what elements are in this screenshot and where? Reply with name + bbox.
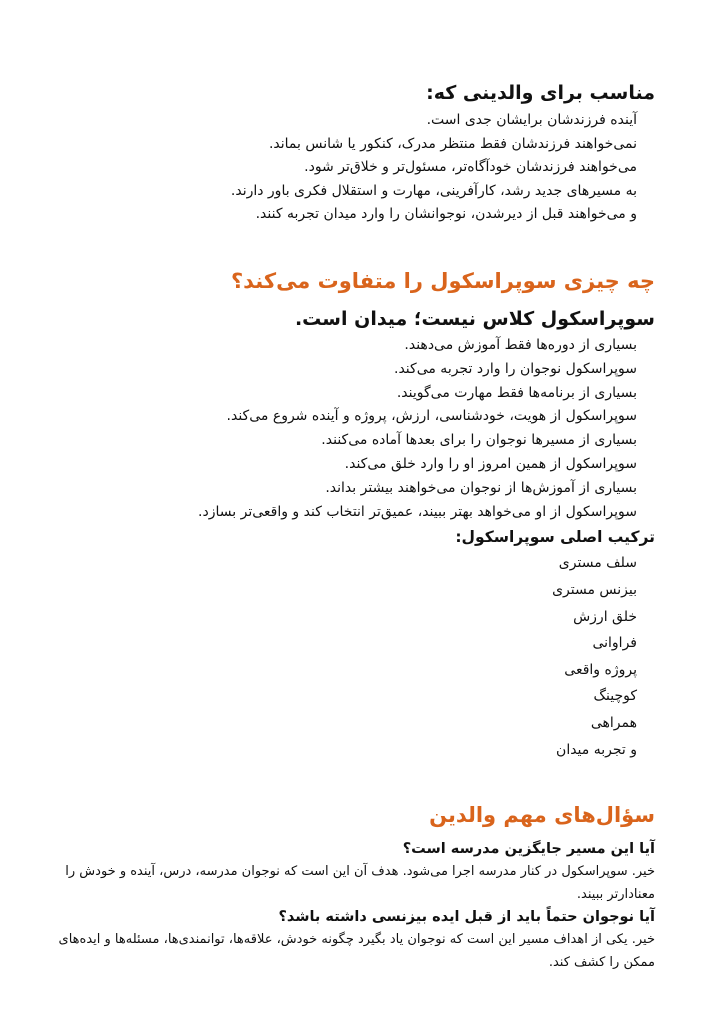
faq-question: آیا نوجوان حتماً باید از قبل ایده بیزنسی داشته باشد؟: [278, 909, 655, 925]
faq-answer: خیر. سوپراسکول در کنار مدرسه اجرا می‌شود. هدف آن این است که نوجوان مدرسه، درس، آینده و خودش را معنادارتر ببیند.: [65, 864, 655, 902]
list-item: بیزنس مستری: [552, 581, 637, 598]
faq-section: [48, 800, 655, 974]
faq-item: [48, 838, 655, 906]
list-item: کوچینگ: [593, 688, 637, 705]
list-item: و تجربه میدان: [556, 741, 637, 758]
difference-list: [40, 334, 655, 524]
combo-list: [40, 550, 655, 763]
list-item: و می‌خواهند قبل از دیرشدن، نوجوانشان را وارد میدان تجربه کنند.: [255, 206, 637, 222]
section-title: مناسب برای والدینی که:: [426, 82, 655, 104]
parents-suitable-section: [40, 80, 655, 227]
list-item: سوپراسکول از او می‌خواهد بهتر ببیند، عمیق‌تر انتخاب کند و واقعی‌تر بسازد.: [198, 503, 637, 520]
faq-answer: خیر. یکی از اهداف مسیر این است که نوجوان یاد بگیرد چگونه خودش، علاقه‌ها، توانمندی‌ها، مسئله‌ها و ایده‌های ممکن را کشف کند.: [58, 932, 655, 970]
list-item: بسیاری از دوره‌ها فقط آموزش می‌دهند.: [404, 337, 637, 353]
list-item: می‌خواهند فرزندشان خودآگاه‌تر، مسئول‌تر و خلاق‌تر شود.: [304, 159, 637, 175]
faq-item: [48, 906, 655, 974]
list-item: سوپراسکول از همین امروز او را وارد خلق می‌کند.: [344, 455, 637, 472]
list-item: خلق ارزش: [573, 608, 637, 625]
list-item: نمی‌خواهند فرزندشان فقط منتظر مدرک، کنکور یا شانس بماند.: [268, 135, 637, 152]
combo-title: ترکیب اصلی سوپراسکول:: [455, 528, 655, 547]
list-item: پروژه واقعی: [564, 661, 637, 678]
difference-section: [40, 266, 655, 763]
list-item: به مسیرهای جدید رشد، کارآفرینی، مهارت و استقلال فکری باور دارند.: [230, 182, 637, 199]
section-subtitle: سوپراسکول کلاس نیست؛ میدان است.: [294, 308, 655, 330]
section-heading-orange: چه چیزی سوپراسکول را متفاوت می‌کند؟: [230, 269, 655, 293]
list-item: بسیاری از مسیرها نوجوان را برای بعدها آماده می‌کنند.: [321, 432, 637, 449]
section-heading-orange: سؤال‌های مهم والدین: [429, 803, 655, 827]
list-item: سوپراسکول نوجوان را وارد تجربه می‌کند.: [394, 360, 637, 377]
faq-question: آیا این مسیر جایگزین مدرسه است؟: [402, 841, 655, 857]
list-item: سلف مستری: [558, 555, 637, 572]
parents-list: [40, 109, 655, 227]
list-item: همراهی: [590, 714, 637, 731]
list-item: آینده فرزندشان برایشان جدی است.: [426, 112, 637, 128]
list-item: سوپراسکول از هویت، خودشناسی، ارزش، پروژه و آینده شروع می‌کند.: [226, 408, 637, 425]
list-item: بسیاری از برنامه‌ها فقط مهارت می‌گویند.: [396, 384, 637, 401]
list-item: فراوانی: [592, 635, 637, 652]
list-item: بسیاری از آموزش‌ها از نوجوان می‌خواهند بیشتر بداند.: [325, 479, 637, 496]
